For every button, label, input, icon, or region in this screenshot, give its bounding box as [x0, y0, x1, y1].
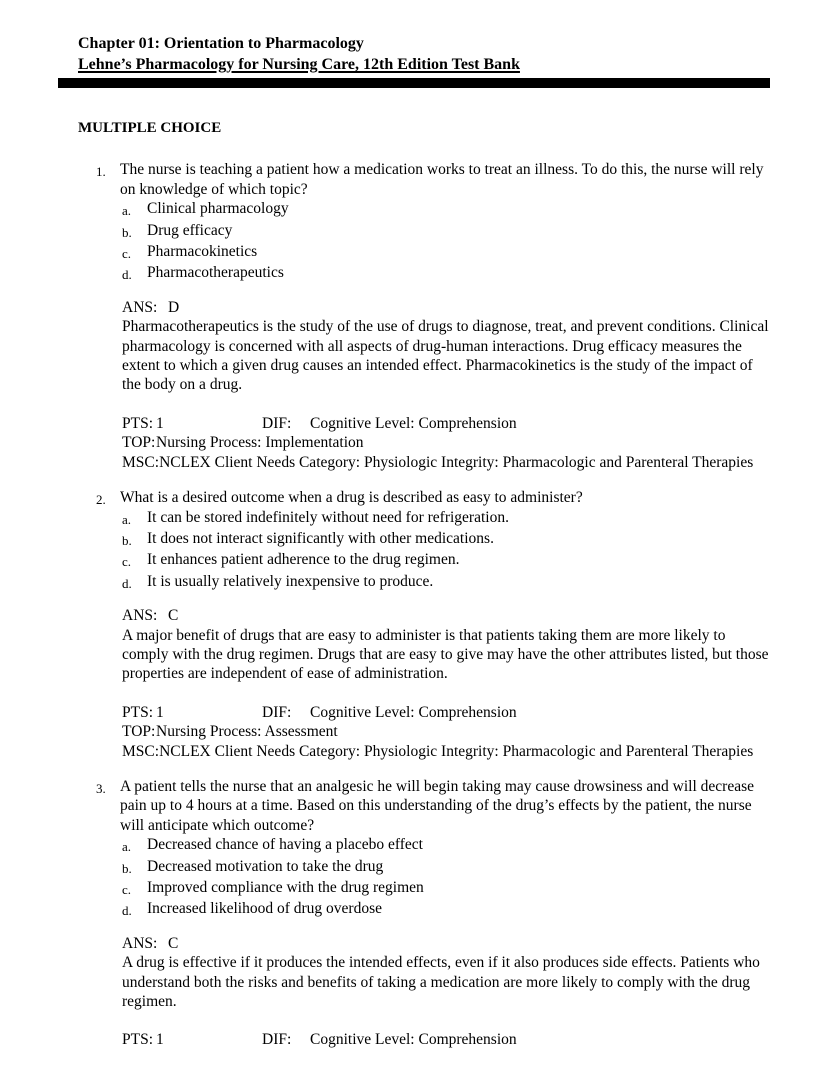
option-letter: b. [122, 860, 132, 876]
dif-value: Cognitive Level: Comprehension [310, 414, 517, 432]
option-letter: b. [122, 224, 132, 240]
question-meta [122, 1030, 770, 1049]
option-text: Decreased chance of having a placebo effect [147, 836, 423, 854]
pts-label: PTS: [122, 1031, 154, 1049]
section-heading: MULTIPLE CHOICE [78, 120, 222, 136]
dif-label: DIF: [262, 703, 292, 721]
pts-value: 1 [156, 414, 164, 432]
answer-value: C [168, 934, 179, 952]
option-letter: a. [122, 203, 132, 219]
answer-option-a [120, 835, 770, 856]
option-letter: d. [122, 575, 132, 591]
option-letter: a. [122, 839, 132, 855]
rationale-text: A major benefit of drugs that are easy to administer is that patients taking them are more likely to comply with the drug regimen. Drugs that are easy to give may have the other attributes listed, but those properties are independent of ease of administration. [122, 626, 769, 683]
msc-line [122, 742, 770, 761]
answer-value: C [168, 607, 179, 625]
option-text: It enhances patient adherence to the drug regimen. [147, 551, 460, 569]
answer-option-d [120, 572, 770, 593]
top-value: Nursing Process: Assessment [156, 723, 338, 741]
answer-option-b [120, 857, 770, 878]
option-text: Clinical pharmacology [147, 200, 289, 218]
answer-option-a [120, 199, 770, 220]
question-meta [122, 414, 770, 472]
answer-line [122, 934, 770, 953]
pts-value: 1 [156, 703, 164, 721]
answer-option-d [120, 263, 770, 284]
question-number: 1. [96, 164, 106, 180]
msc-label: MSC: [122, 742, 160, 760]
option-text: Drug efficacy [147, 221, 233, 239]
answer-label: ANS: [122, 934, 158, 952]
answer-label: ANS: [122, 298, 158, 316]
msc-line [122, 453, 770, 472]
pts-dif-line [122, 414, 770, 433]
msc-label: MSC: [122, 453, 160, 471]
top-label: TOP: [122, 723, 156, 741]
top-label: TOP: [122, 434, 156, 452]
answer-option-a [120, 508, 770, 529]
pts-dif-line [122, 703, 770, 722]
question-number: 2. [96, 492, 106, 508]
document-subtitle: Lehne’s Pharmacology for Nursing Care, 12th Edition Test Bank [78, 56, 520, 73]
question-meta [122, 703, 770, 761]
option-text: It can be stored indefinitely without need for refrigeration. [147, 508, 509, 526]
option-text: Decreased motivation to take the drug [147, 857, 384, 875]
option-text: Pharmacokinetics [147, 243, 258, 261]
rationale-text: Pharmacotherapeutics is the study of the use of drugs to diagnose, treat, and prevent conditions. Clinical pharmacology is concerned with all aspects of drug-human interactions. Drug efficacy measures the extent to which a given drug causes an intended effect. Pharmacokinetics is the study of the impact of the body on a drug. [122, 318, 769, 394]
question-stem: The nurse is teaching a patient how a medication works to treat an illness. To do this, the nurse will rely on knowledge of which topic? [120, 161, 764, 198]
answer-option-c [120, 550, 770, 571]
header-divider-bar [58, 78, 770, 88]
question-number: 3. [96, 780, 106, 796]
answer-option-c [120, 242, 770, 263]
option-letter: d. [122, 903, 132, 919]
top-line [122, 722, 770, 741]
answer-option-c [120, 878, 770, 899]
document-title: Chapter 01: Orientation to Pharmacology [78, 35, 364, 52]
question-stem: What is a desired outcome when a drug is described as easy to administer? [120, 489, 583, 507]
dif-label: DIF: [262, 1031, 292, 1049]
answer-option-d [120, 899, 770, 920]
dif-label: DIF: [262, 414, 292, 432]
pts-value: 1 [156, 1031, 164, 1049]
answer-value: D [168, 298, 180, 316]
option-letter: c. [122, 882, 132, 897]
msc-value: NCLEX Client Needs Category: Physiologic Integrity: Pharmacologic and Parenteral Therapies [159, 742, 754, 760]
option-text: Pharmacotherapeutics [147, 264, 284, 282]
option-letter: c. [122, 246, 132, 262]
question-block-2 [78, 488, 770, 761]
question-block-1 [78, 160, 770, 472]
msc-value: NCLEX Client Needs Category: Physiologic Integrity: Pharmacologic and Parenteral Therapies [159, 453, 754, 471]
option-letter: d. [122, 267, 132, 283]
answer-line [122, 606, 770, 625]
answer-line [122, 298, 770, 317]
question-stem: A patient tells the nurse that an analgesic he will begin taking may cause drowsiness and will decrease pain up to 4 hours at a time. Based on this understanding of the drug’s effects by the patient, the nurse will anticipate which outcome? [120, 777, 755, 834]
answer-option-b [120, 529, 770, 550]
option-letter: b. [122, 532, 132, 548]
rationale-text: A drug is effective if it produces the intended effects, even if it also produces side effects. Patients who understand both the risks and benefits of taking a medication are more likely to comply with the drug regimen. [122, 954, 760, 1011]
answer-option-b [120, 221, 770, 242]
dif-value: Cognitive Level: Comprehension [310, 1031, 517, 1049]
top-value: Nursing Process: Implementation [156, 434, 364, 452]
pts-label: PTS: [122, 414, 154, 432]
dif-value: Cognitive Level: Comprehension [310, 703, 517, 721]
option-text: It is usually relatively inexpensive to produce. [147, 572, 434, 590]
option-text: It does not interact significantly with other medications. [147, 529, 494, 547]
option-text: Improved compliance with the drug regimen [147, 879, 424, 896]
top-line [122, 433, 770, 452]
answer-label: ANS: [122, 607, 158, 625]
option-letter: a. [122, 511, 132, 527]
option-letter: c. [122, 554, 132, 570]
question-block-3 [78, 777, 770, 1050]
document-header [78, 33, 770, 88]
option-text: Increased likelihood of drug overdose [147, 900, 383, 918]
pts-dif-line [122, 1030, 770, 1049]
pts-label: PTS: [122, 703, 154, 721]
